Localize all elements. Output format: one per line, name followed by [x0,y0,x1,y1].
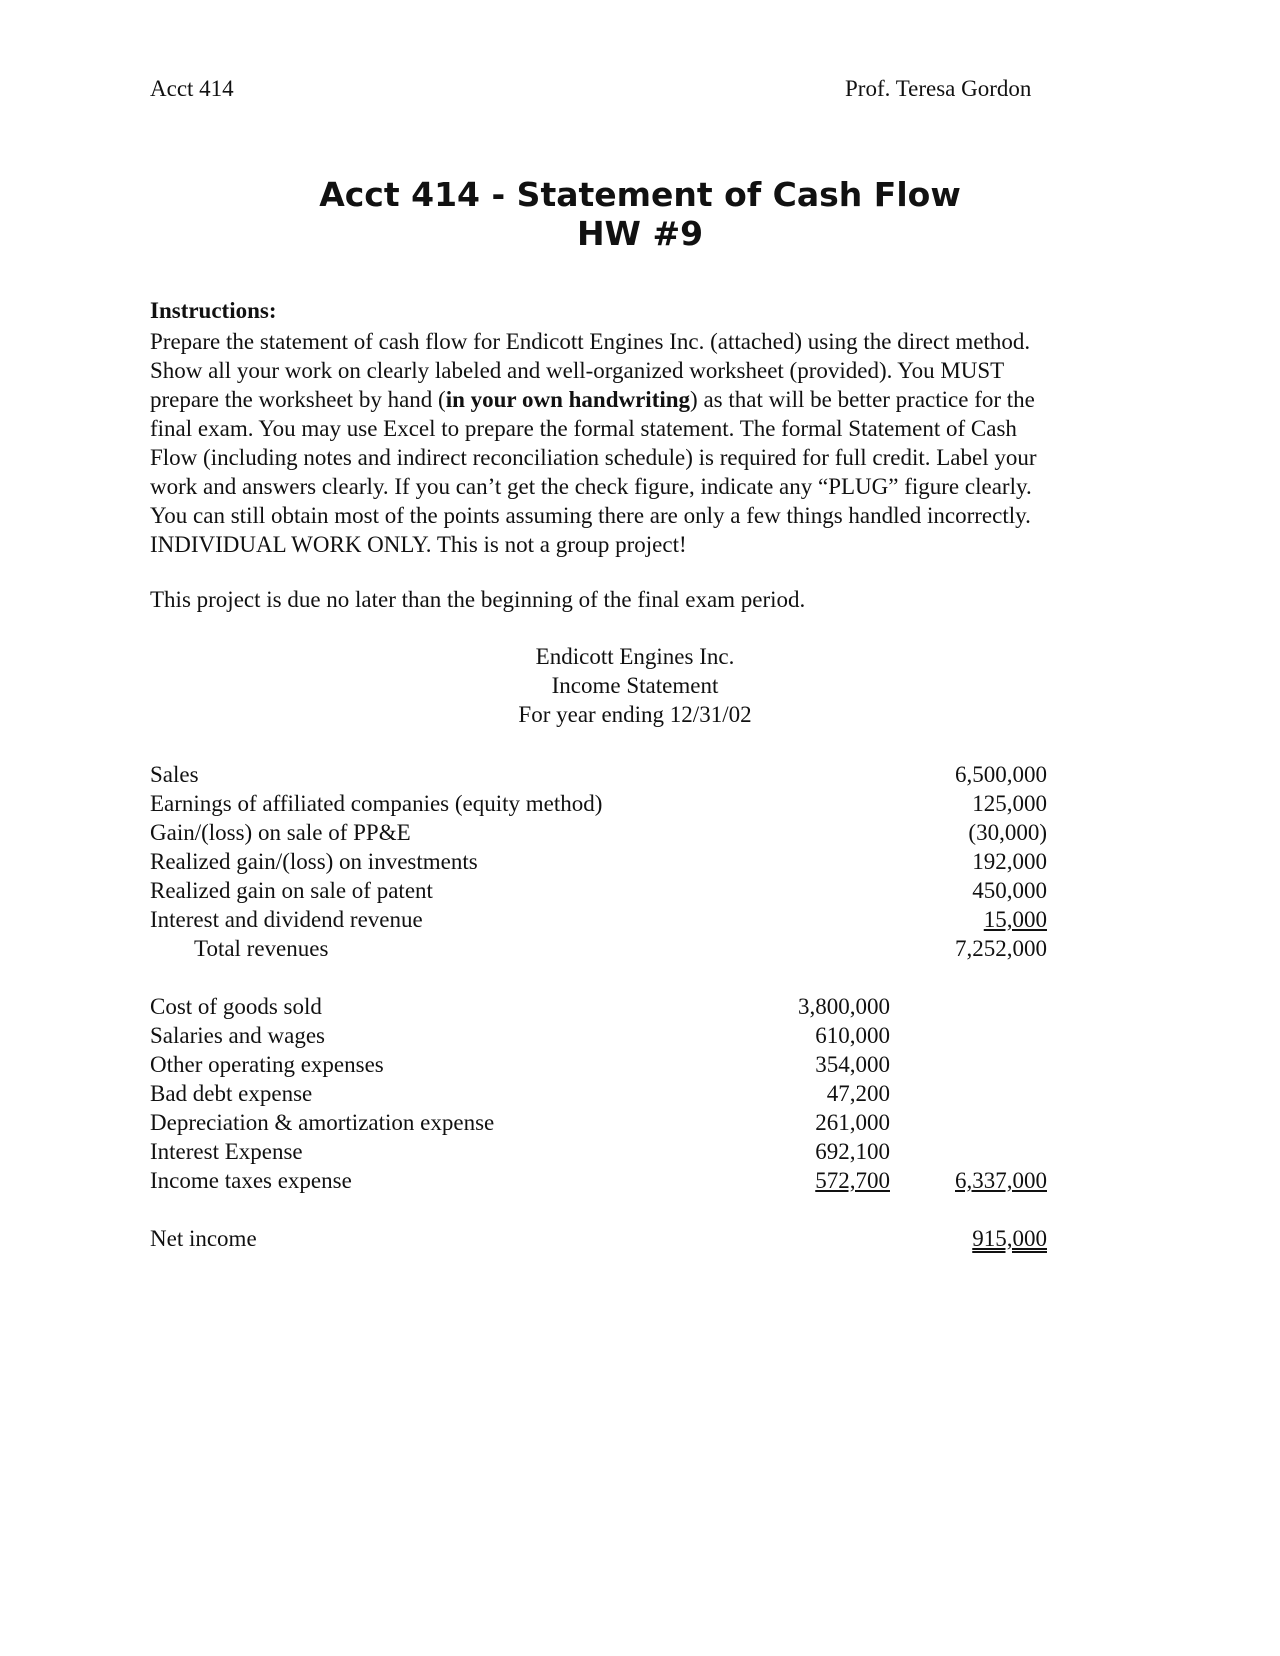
line-item-label: Cost of goods sold [150,994,322,1019]
line-item-label: Realized gain/(loss) on investments [150,849,478,874]
line-item-amount: 192,000 [972,849,1047,874]
revenue-row [150,789,1050,818]
line-item-amount: 3,800,000 [798,994,890,1019]
revenue-row [150,905,1050,934]
line-item-label: Salaries and wages [150,1023,325,1048]
line-item-label: Interest and dividend revenue [150,907,423,932]
professor-header: Prof. Teresa Gordon [845,76,1032,101]
instructions-text: prepare the worksheet by hand ( [150,387,446,412]
line-item-amount: 6,500,000 [955,762,1047,787]
line-item-amount: 261,000 [815,1110,890,1135]
expense-row [150,1050,1050,1079]
course-header: Acct 414 [150,76,234,101]
expense-row [150,1108,1050,1137]
line-item-label: Sales [150,762,199,787]
instructions-paragraph [150,327,1140,559]
line-item-label: Interest Expense [150,1139,303,1164]
line-item-label: Other operating expenses [150,1052,384,1077]
line-item-amount-wrap [815,1166,896,1195]
line-item-amount: 450,000 [972,878,1047,903]
net-income-row [150,1224,1050,1253]
line-item-amount: 354,000 [815,1052,890,1077]
line-item-amount: 692,100 [815,1139,890,1164]
instructions-line: Show all your work on clearly labeled and well-organized worksheet (provided). You MUST [150,358,1005,383]
instructions-line [150,385,1140,414]
expense-row [150,1021,1050,1050]
statement-name: Income Statement [551,673,719,698]
instructions-line: Prepare the statement of cash flow for Endicott Engines Inc. (attached) using the direct method. [150,329,1031,354]
total-revenues-amount: 7,252,000 [955,936,1047,961]
expense-row [150,1079,1050,1108]
line-item-label: Realized gain on sale of patent [150,878,433,903]
total-expenses-wrap [955,1166,1053,1195]
line-item-label: Gain/(loss) on sale of PP&E [150,820,411,845]
line-item-amount: 610,000 [815,1023,890,1048]
instructions-heading: Instructions: [150,298,277,323]
revenue-row [150,818,1050,847]
total-revenues-row [150,934,1050,963]
instructions-emphasis: in your own handwriting [445,387,691,412]
instructions-line: work and answers clearly. If you can’t get the check figure, indicate any “PLUG” figure clearly. [150,474,1032,499]
due-date-note: This project is due no later than the beginning of the final exam period. [150,587,806,612]
document-subtitle: HW #9 [576,214,704,253]
revenue-row [150,876,1050,905]
line-item-label: Earnings of affiliated companies (equity method) [150,791,603,816]
total-revenues-label: Total revenues [194,936,329,961]
line-item-amount: 15,000 [983,907,1047,932]
line-item-label: Bad debt expense [150,1081,313,1106]
statement-company: Endicott Engines Inc. [535,644,735,669]
instructions-line: final exam. You may use Excel to prepare the formal statement. The formal Statement of Cash [150,416,1017,441]
instructions-text: ) as that will be better practice for the [690,387,1035,412]
revenue-row [150,847,1050,876]
line-item-amount: 572,700 [815,1168,890,1193]
revenue-row [150,760,1050,789]
statement-period: For year ending 12/31/02 [518,702,752,727]
expense-row [150,1166,1050,1195]
line-item-amount: 47,200 [826,1081,890,1106]
line-item-label: Depreciation & amortization expense [150,1110,495,1135]
line-item-amount: (30,000) [968,820,1047,845]
line-item-amount-wrap [984,905,1053,934]
expense-row [150,1137,1050,1166]
net-income-wrap [972,1224,1053,1253]
document-title: Acct 414 - Statement of Cash Flow [319,175,961,214]
total-expenses-amount: 6,337,000 [955,1168,1047,1193]
instructions-line: Flow (including notes and indirect reconciliation schedule) is required for full credit. Label your [150,445,1037,470]
line-item-amount: 125,000 [972,791,1047,816]
net-income-label: Net income [150,1226,257,1251]
instructions-line: INDIVIDUAL WORK ONLY. This is not a group project! [150,532,687,557]
net-income-amount: 915,000 [972,1226,1047,1251]
expense-row [150,992,1050,1021]
instructions-line: You can still obtain most of the points assuming there are only a few things handled incorrectly. [150,503,1031,528]
line-item-label: Income taxes expense [150,1168,352,1193]
